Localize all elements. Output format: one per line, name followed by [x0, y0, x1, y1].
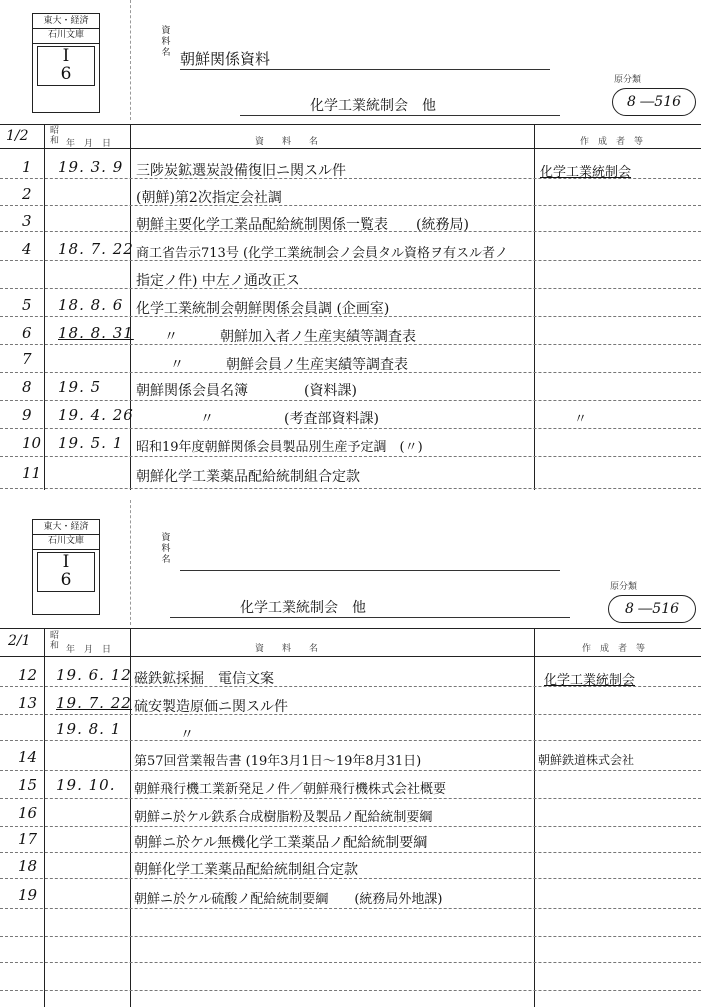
classification-label: 原分類 — [614, 75, 642, 85]
row-creator: 化学工業統制会 — [544, 673, 636, 688]
row-number: 14 — [18, 748, 38, 766]
row-title: 昭和19年度朝鮮関係会員製品別生産予定調 (〃) — [136, 440, 423, 455]
col-creator: 作 成 者 等 — [582, 644, 646, 654]
row-title: 三陟炭鉱選炭設備復旧ニ関スル件 — [136, 163, 346, 179]
col-date: 年 月 日 — [66, 139, 112, 149]
col-era: 昭和 — [50, 631, 60, 651]
col-title: 資 料 名 — [255, 137, 319, 147]
row-title: 朝鮮化学工業薬品配給統制組合定款 — [136, 469, 360, 485]
row-title: 〃 朝鮮加入者ノ生産実績等調査表 — [164, 329, 416, 345]
stamp-volume-box — [37, 552, 95, 592]
row-date: 19. 4. 26 — [58, 406, 134, 424]
row-title: 朝鮮関係会員名簿 (資料課) — [136, 383, 357, 399]
row-date: 18. 8. 6 — [58, 296, 124, 314]
row-date: 19. 5. 1 — [58, 434, 124, 452]
row-number: 3 — [22, 212, 32, 230]
stamp-org: 東大・経済 — [33, 520, 99, 535]
row-title: 朝鮮化学工業薬品配給統制組合定款 — [134, 862, 358, 878]
stamp-library: 石川文庫 — [33, 534, 99, 550]
row-title: 朝鮮ニ於ケル鉄系合成樹脂粉及製品ノ配給統制要綱 — [134, 810, 433, 825]
page-subtitle: 化学工業統制会 他 — [170, 597, 570, 618]
row-date: 18. 7. 22 — [58, 240, 134, 258]
label-document-name: 資 料 名 — [161, 26, 171, 58]
row-number: 9 — [22, 406, 32, 424]
row-number: 17 — [18, 830, 38, 848]
stamp-number: 6 — [60, 64, 72, 84]
row-title: 硫安製造原価ニ関スル件 — [134, 699, 288, 715]
row-date: 18. 8. 31 — [58, 324, 134, 342]
row-title: 朝鮮ニ於ケル無機化学工業薬品ノ配給統制要綱 — [134, 835, 428, 851]
row-title: 朝鮮ニ於ケル硫酸ノ配給統制要綱 (統務局外地課) — [134, 892, 443, 907]
stamp-volume-box — [37, 46, 95, 86]
row-creator: 〃 — [574, 412, 588, 427]
row-date: 19. 8. 1 — [56, 720, 122, 738]
row-title: 〃 (考査部資料課) — [200, 411, 379, 427]
row-date: 19. 10. — [56, 776, 116, 794]
row-date: 19. 5 — [58, 378, 102, 396]
stamp-number: 6 — [60, 570, 72, 590]
row-date: 19. 6. 12 — [56, 666, 132, 684]
page-subtitle: 化学工業統制会 他 — [240, 95, 560, 116]
stamp-library: 石川文庫 — [33, 28, 99, 44]
row-creator: 化学工業統制会 — [540, 165, 632, 180]
row-title: 朝鮮主要化学工業品配給統制関係一覧表 (統務局) — [136, 217, 469, 233]
label-document-name: 資 料 名 — [161, 533, 171, 565]
row-number: 5 — [22, 296, 32, 314]
row-number: 8 — [22, 378, 32, 396]
row-number: 10 — [22, 434, 42, 452]
row-title: (朝鮮)第2次指定会社調 — [136, 190, 282, 206]
row-number: 2 — [22, 185, 32, 203]
row-number: 11 — [22, 464, 42, 482]
row-date: 19. 7. 22 — [56, 694, 132, 712]
sheet-number: 2/1 — [8, 633, 31, 649]
row-number: 13 — [18, 694, 38, 712]
col-creator: 作 成 者 等 — [580, 137, 644, 147]
row-number: 6 — [22, 324, 32, 342]
row-title: 商工省告示713号 (化学工業統制会ノ会員タル資格ヲ有スル者ノ — [136, 246, 509, 261]
row-creator: 朝鮮鉄道株式会社 — [538, 753, 635, 767]
library-stamp — [32, 519, 100, 615]
row-title: 化学工業統制会朝鮮関係会員調 (企画室) — [136, 301, 390, 317]
library-stamp — [32, 13, 100, 113]
row-number: 7 — [22, 350, 32, 368]
col-title: 資 料 名 — [255, 644, 319, 654]
row-title: 朝鮮飛行機工業新発足ノ件／朝鮮飛行機株式会社概要 — [134, 782, 447, 797]
row-title: 指定ノ件) 中左ノ通改正ス — [136, 273, 300, 289]
classification-number: 8 ―516 — [612, 88, 696, 116]
classification-number: 8 ―516 — [608, 595, 696, 623]
row-number: 16 — [18, 804, 38, 822]
row-number: 1 — [22, 158, 32, 176]
row-title: 第57回営業報告書 (19年3月1日～19年8月31日) — [134, 754, 422, 769]
page-heading: 朝鮮関係資料 — [180, 48, 550, 70]
row-title: 〃 — [180, 727, 194, 743]
row-number: 12 — [18, 666, 38, 684]
classification-label: 原分類 — [610, 582, 638, 592]
col-era: 昭和 — [50, 126, 60, 146]
stamp-org: 東大・経済 — [33, 14, 99, 29]
row-title: 磁鉄鉱採掘 電信文案 — [134, 671, 274, 687]
row-number: 19 — [18, 886, 38, 904]
row-title: 〃 朝鮮会員ノ生産実績等調査表 — [170, 357, 408, 373]
stamp-volume: I — [62, 552, 70, 572]
row-number: 4 — [22, 240, 32, 258]
row-number: 15 — [18, 776, 38, 794]
col-date: 年 月 日 — [66, 645, 112, 655]
row-number: 18 — [18, 857, 38, 875]
sheet-number: 1/2 — [6, 128, 29, 144]
stamp-volume: I — [62, 46, 70, 66]
row-date: 19. 3. 9 — [58, 158, 124, 176]
